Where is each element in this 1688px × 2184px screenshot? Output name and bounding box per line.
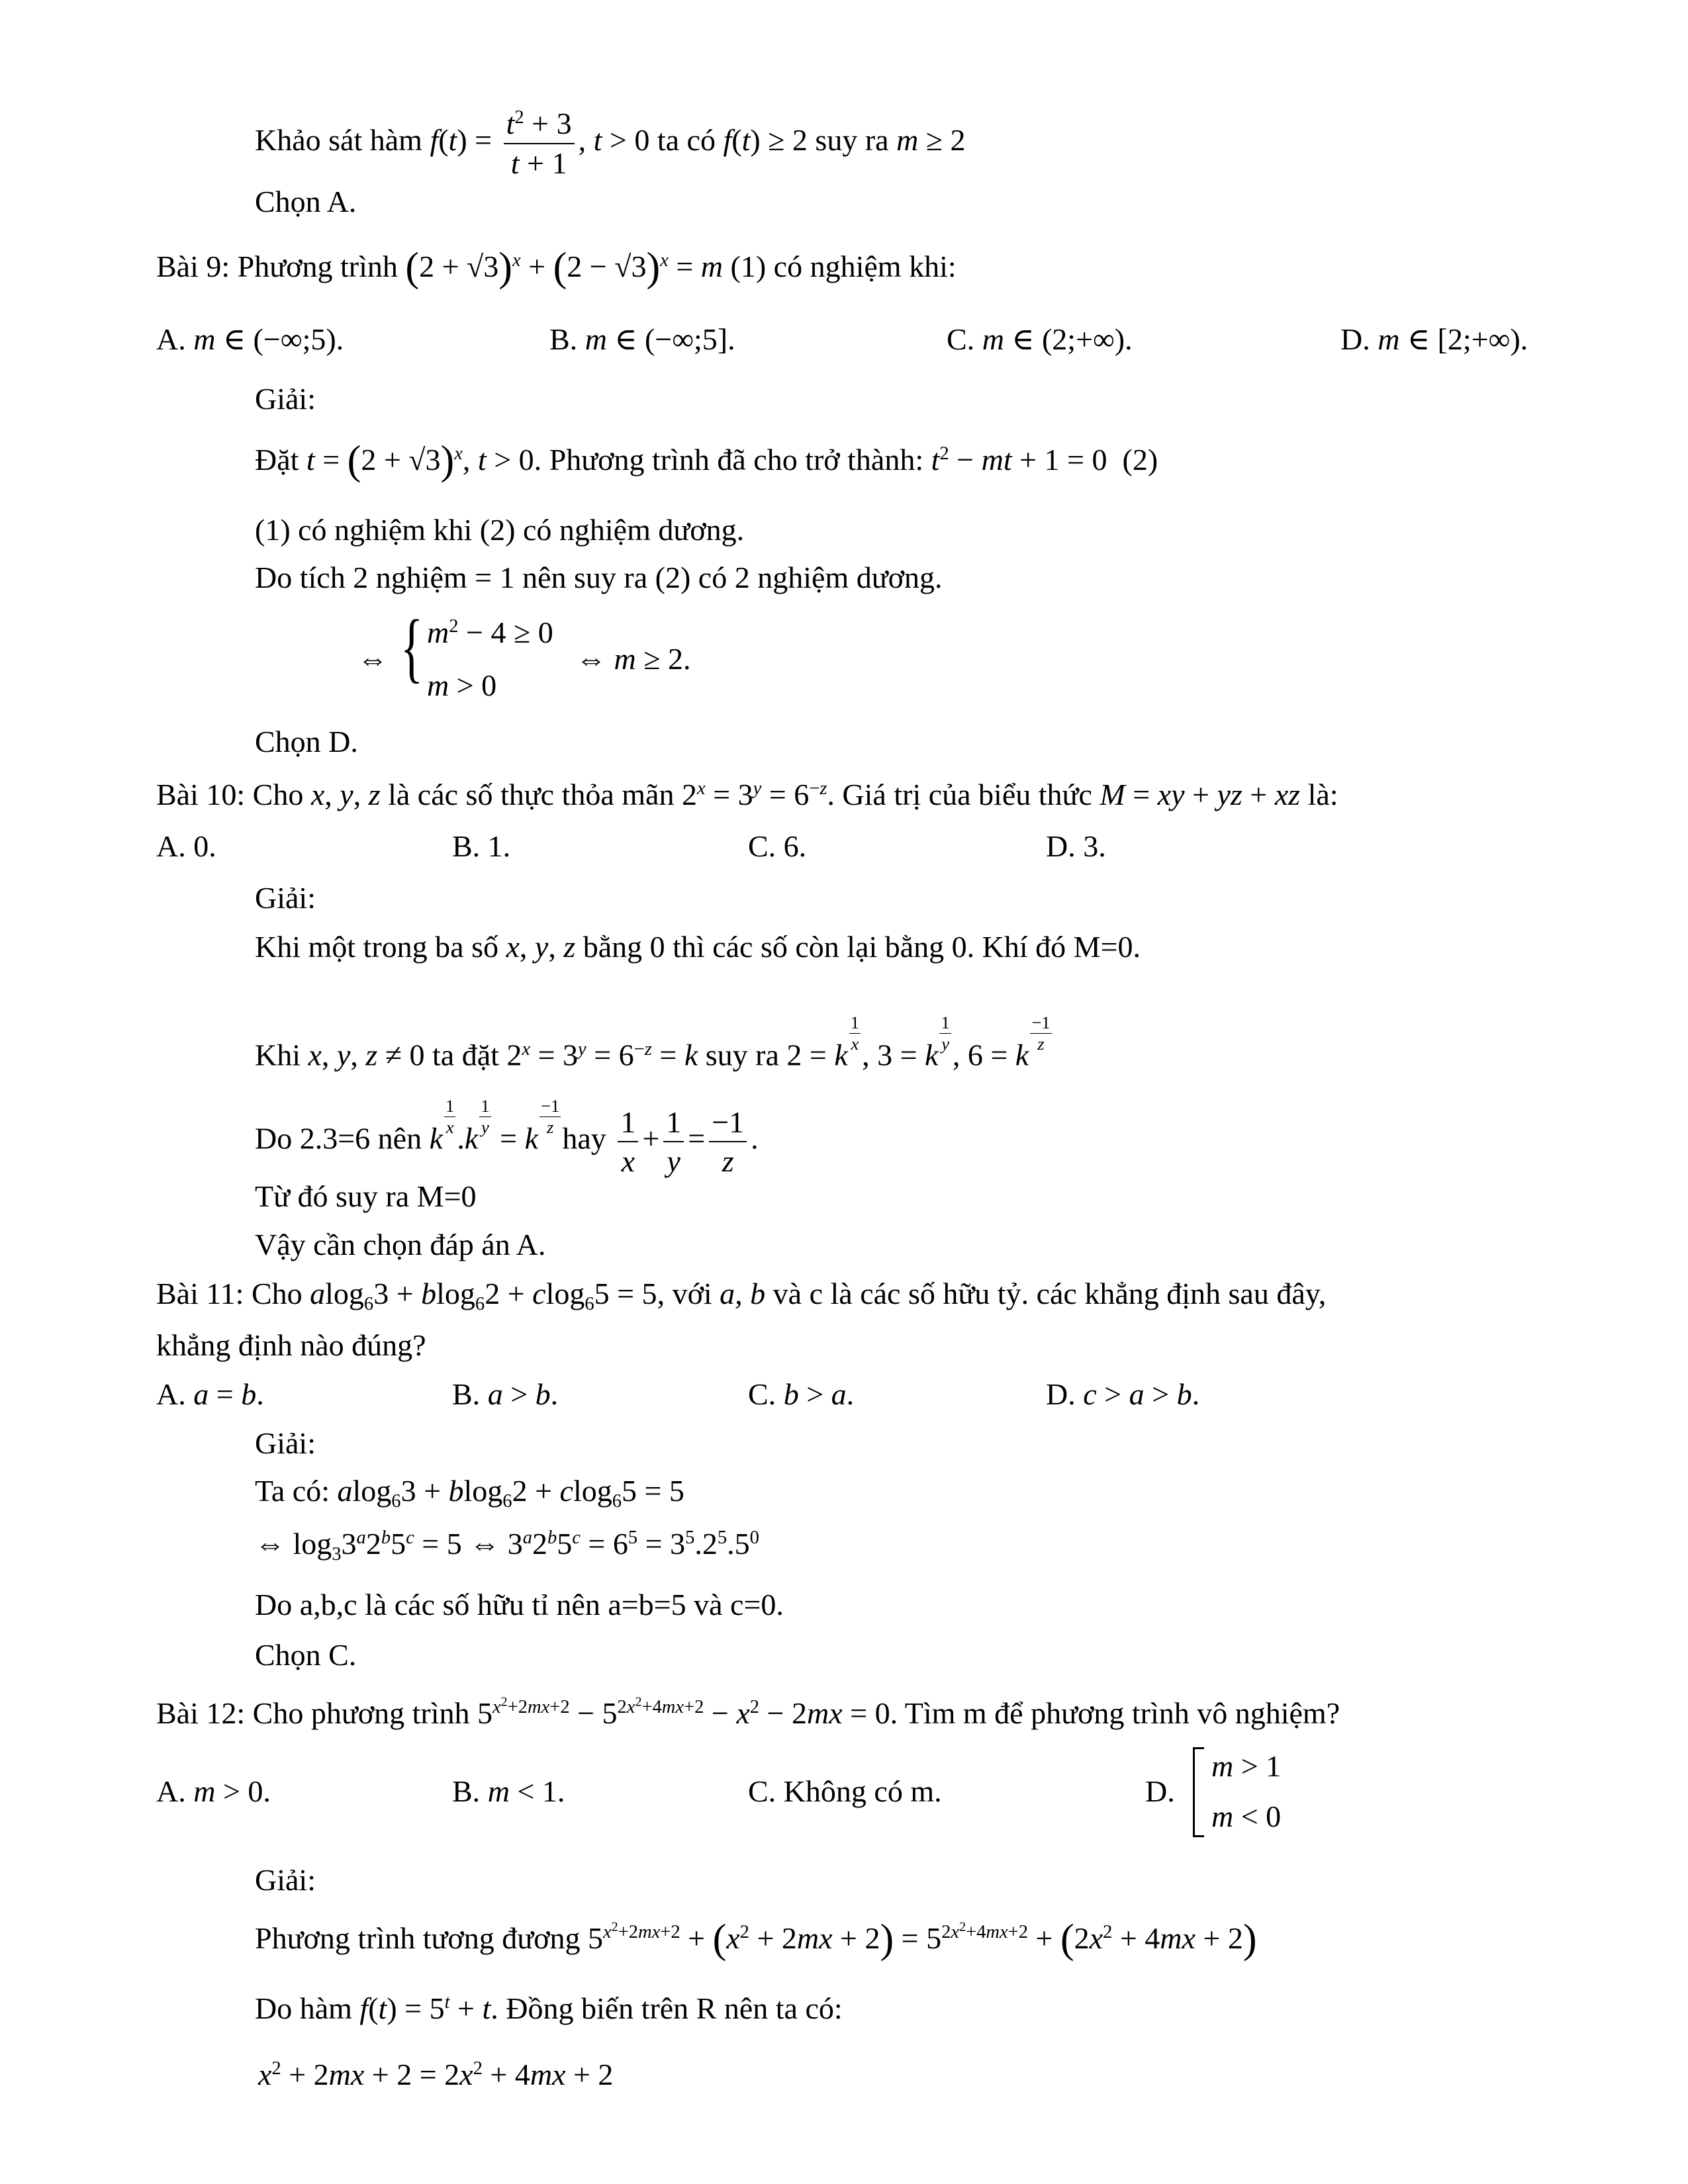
b12-option-a: A. m > 0. xyxy=(156,1774,271,1808)
formula-fraction: $\frac{t^2 + 3}{t + 1}$ xyxy=(504,105,575,182)
b10-option-d: D. 3. xyxy=(1046,829,1106,863)
intro-text: Khảo sát hàm xyxy=(255,123,422,158)
b10-option-a: A. 0. xyxy=(156,829,216,863)
b12-option-c: C. Không có m. xyxy=(748,1774,942,1808)
b11-title: Bài 11: Cho alog63 + blog62 + clog65 = 5, với a, b và c là các số hữu tỷ. các khẳng định sau đây, xyxy=(156,1277,1327,1314)
b9-solve-label: Giải: xyxy=(255,382,316,416)
b9-system: ⇔ { $m^2 - 4 \ge 0$ m > 0 ⇔ m ≥ 2. xyxy=(357,604,691,702)
b11-line-2: khẳng định nào đúng? xyxy=(156,1328,426,1362)
b12-title: Bài 12: Cho phương trình $5^{x^2+2mx+2} - 5^{2x^2+4mx+2} - x^2 - 2mx = 0$. Tìm m để phương trình vô nghiệm? xyxy=(156,1694,1340,1730)
b9-option-c: C. m ∈ (2;+∞). xyxy=(947,322,1133,356)
b12-line-2: Do hàm $f(t) = 5^t + t$. Đồng biến trên R nên ta có: xyxy=(255,1991,843,2025)
b11-option-c: C. b > a. xyxy=(748,1377,855,1411)
b12-option-d: D. m > 1 m < 0 xyxy=(1145,1747,1344,1840)
b10-line-3: Do 2.3=6 nên k $\frac{1}{x}$ .k $\frac{1}{y}$ = k $\frac{-1}{z}$ hay $\frac{1}{x}$ + $\frac{1}{y}$ = $\frac{-1}{z}$ . xyxy=(255,1096,759,1179)
b9-substitution: Đặt $t = (2 + √3)^x$, t > 0. Phương trình đã cho trở thành: $t^2$ − mt + 1 = 0 (2) xyxy=(255,438,1158,484)
b11-line-3: Ta có: alog63 + blog62 + clog65 = 5 xyxy=(255,1474,684,1512)
b10-option-b: B. 1. xyxy=(452,829,511,863)
b9-line-1: (1) có nghiệm khi (2) có nghiệm dương. xyxy=(255,513,745,547)
b11-option-b: B. a > b. xyxy=(452,1377,559,1411)
b9-title: Bài 9: Phương trình $(2 + √3)^x + (2 - √3)^x = m$ (1) có nghiệm khi: xyxy=(156,245,957,291)
b12-line-3: $x^2 + 2mx + 2 = 2x^2 + 4mx + 2$ xyxy=(258,2058,614,2091)
b9-title-tail: có nghiệm khi: xyxy=(773,250,957,283)
b10-solve-label: Giải: xyxy=(255,881,316,915)
b11-line-4: ⇔ $\log 33^a2^b5^c = 5$ ⇔ $3^a2^b5^c = 6^5 = 3^5.2^5.5^0$ xyxy=(255,1527,759,1565)
b11-line-5: Do a,b,c là các số hữu tỉ nên a=b=5 và c=0. xyxy=(255,1588,784,1621)
intro-end: suy ra xyxy=(815,123,889,158)
b10-option-c: C. 6. xyxy=(748,829,807,863)
b9-option-b: B. m ∈ (−∞;5]. xyxy=(549,322,735,356)
b11-option-a: A. a = b. xyxy=(156,1377,264,1411)
b9-option-d: D. m ∈ [2;+∞). xyxy=(1340,322,1528,356)
b12-solve-label: Giải: xyxy=(255,1863,316,1897)
b10-line-5: Vậy cần chọn đáp án A. xyxy=(255,1228,546,1261)
b10-line-1: Khi một trong ba số x, y, z bằng 0 thì các số còn lại bằng 0. Khí đó M=0. xyxy=(255,930,1141,964)
b10-line-4: Từ đó suy ra M=0 xyxy=(255,1179,477,1213)
b11-solve-label: Giải: xyxy=(255,1426,316,1460)
intro-line: Khảo sát hàm f(t) = $\frac{t^2 + 3}{t + 1}$ , t > 0 ta có f(t) ≥ 2 suy ra m ≥ 2 xyxy=(255,105,966,182)
b9-option-a: A. m ∈ (−∞;5). xyxy=(156,322,344,356)
b9-title-text: Bài 9: Phương trình xyxy=(156,250,398,283)
intro-mid: ta có xyxy=(657,123,716,158)
b12-line-1: Phương trình tương đương $5^{x^2+2mx+2} + (x^2 + 2mx + 2) = 5^{2x^2+4mx+2} + (2x^2 + 4mx + 2)$ xyxy=(255,1917,1257,1962)
b9-choose: Chọn D. xyxy=(255,725,358,758)
b11-option-d: D. c > a > b. xyxy=(1046,1377,1200,1411)
b10-title: Bài 10: Cho x, y, z là các số thực thỏa mãn $2^x = 3^y = 6^{-z}$. Giá trị của biểu thức M = xy + yz + xz là: xyxy=(156,778,1338,811)
b12-option-b: B. m < 1. xyxy=(452,1774,565,1808)
b9-line-2: Do tích 2 nghiệm = 1 nên suy ra (2) có 2 nghiệm dương. xyxy=(255,561,943,594)
b10-line-2: Khi x, y, z ≠ 0 ta đặt $2^x = 3^y = 6^{-z} = k$ suy ra 2 = k $\frac{1}{x}$ , 3 = k $\frac{1}{y}$ , 6 = k $\frac{-1}{z}$ xyxy=(255,1013,1051,1072)
choose-a-line: Chọn A. xyxy=(255,185,357,218)
b11-choose: Chọn C. xyxy=(255,1638,357,1672)
